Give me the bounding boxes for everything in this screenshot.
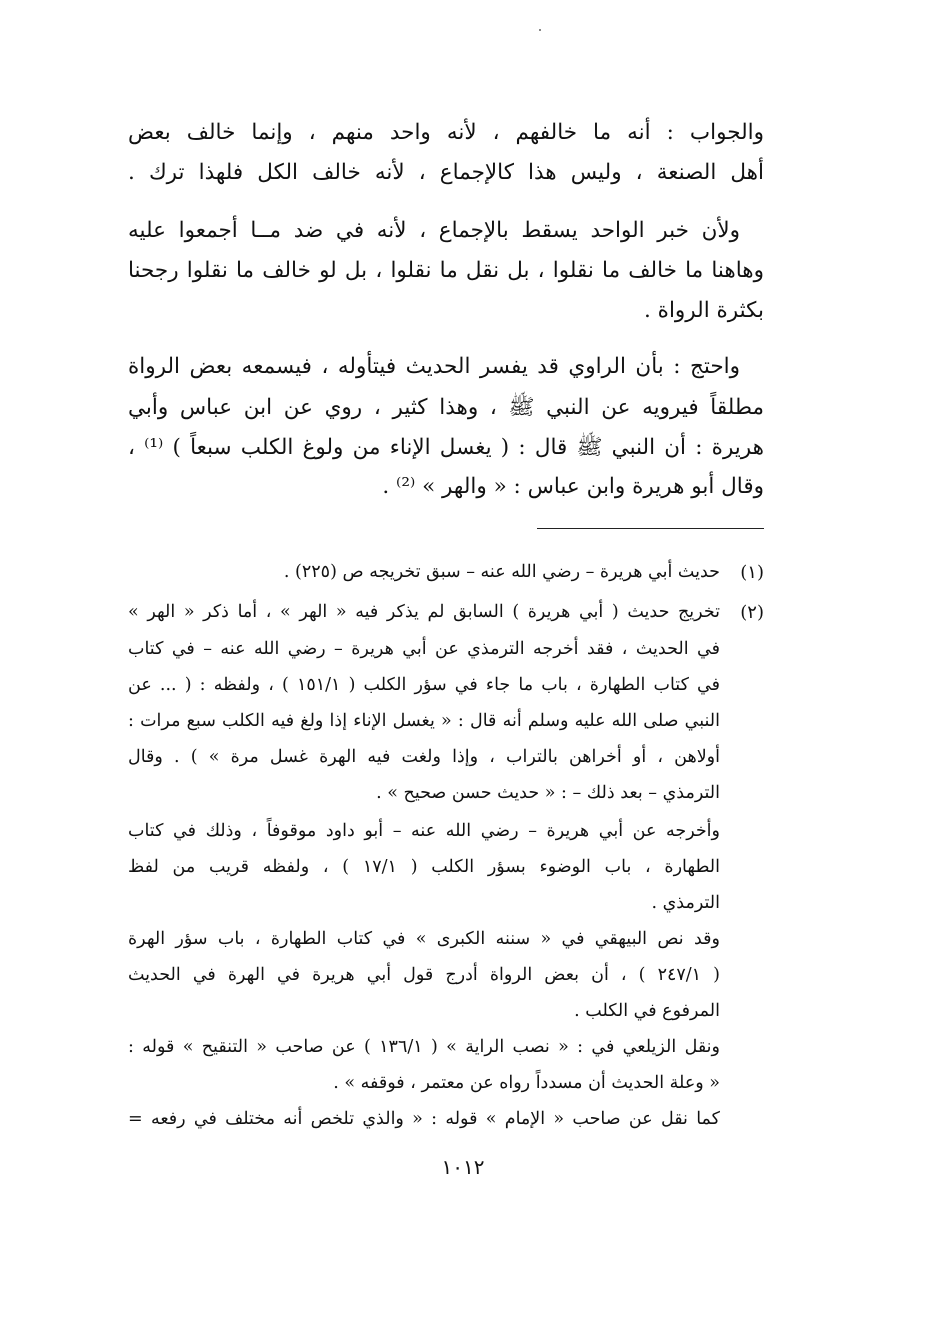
footnote-line: وقد نص البيهقي في « سننه الكبرى » في كتاب الطهارة ، باب سؤر الهرة xyxy=(128,929,720,949)
footnote-line: الطهارة ، باب الوضوء بسؤر الكلب ( ١٧/١ ) ، ولفظه قريب من لفظ xyxy=(128,857,720,877)
body-line: واحتج : بأن الراوي قد يفسر الحديث فيتأوله ، فيسمعه بعض الرواة xyxy=(128,354,740,379)
footnote-line: المرفوع في الكلب . xyxy=(574,1001,720,1021)
footnote-line: كما نقل عن صاحب « الإمام » قوله : « والذي تلخص أنه مختلف في رفعه = xyxy=(128,1109,720,1129)
footnote-line: في كتاب الطهارة ، باب ما جاء في سؤر الكلب ( ١٥١/١ ) ، ولفظه : ( ... عن xyxy=(128,675,720,695)
footnote-line: حديث أبي هريرة – رضي الله عنه – سبق تخريجه ص (٢٢٥) . xyxy=(283,562,720,582)
body-line: وقال أبو هريرة وابن عباس : « والهر » ⁽²⁾ . xyxy=(382,474,764,499)
body-line: أهل الصنعة ، وليس هذا كالإجماع ، لأنه خالف الكل فلهذا ترك . xyxy=(128,160,764,185)
footnote-line: في الحديث ، فقد أخرجه الترمذي عن أبي هريرة – رضي الله عنه – في كتاب xyxy=(128,639,720,659)
footnote-marker-2: (٢) xyxy=(740,602,764,623)
body-line: ولأن خبر الواحد يسقط بالإجماع ، لأنه في ضد مــا أجمعوا عليه xyxy=(128,218,740,243)
body-line: هريرة : أن النبي ﷺ قال : ( يغسل الإناء من ولوغ الكلب سبعاً ) ⁽¹⁾ ، xyxy=(128,435,764,460)
footnote-line: النبي صلى الله عليه وسلم أنه قال : « يغسل الإناء إذا ولغ فيه الكلب سبع مرات : xyxy=(128,711,720,731)
footnote-line: الترمذي . xyxy=(651,893,720,913)
body-line: مطلقاً فيرويه عن النبي ﷺ ، وهذا كثير ، روي عن ابن عباس وأبي xyxy=(128,395,764,420)
scan-mark xyxy=(539,29,541,31)
footnote-line: وأخرجه عن أبي هريرة – رضي الله عنه – أبو داود موقوفاً ، وذلك في كتاب xyxy=(128,821,720,841)
footnote-line: ونقل الزيلعي في : « نصب الراية » ( ١٣٦/١ ) عن صاحب « التنقيح » قوله : xyxy=(128,1037,720,1057)
body-line: وهاهنا ما خالف ما نقلوا ، بل نقل ما نقلوا ، بل لو خالف ما نقلوا رجحنا xyxy=(128,258,764,283)
footnote-line: تخريج حديث ( أبي هريرة ) السابق لم يذكر فيه « الهر » ، أما ذكر « الهر » xyxy=(128,602,720,622)
footnote-line: « وعلة الحديث أن مسدداً رواه عن معتمر ، فوقفه » . xyxy=(333,1073,720,1093)
body-line: بكثرة الرواة . xyxy=(644,298,764,323)
footnote-separator xyxy=(537,528,764,529)
footnote-marker-1: (١) xyxy=(740,562,764,583)
footnote-line: الترمذي – بعد ذلك – : « حديث حسن صحيح » . xyxy=(376,783,720,803)
body-line: والجواب : أنه ما خالفهم ، لأنه واحد منهم ، وإنما خالف بعض xyxy=(128,120,764,145)
footnote-line: ( ٢٤٧/١ ) ، أن بعض الرواة أدرج قول أبي هريرة في الهرة في الحديث xyxy=(128,965,720,985)
page-number: ١٠١٢ xyxy=(441,1155,485,1179)
footnote-line: أولاهن ، أو أخراهن بالتراب ، وإذا ولغت فيه الهرة غسل مرة » ) . وقال xyxy=(128,747,720,767)
